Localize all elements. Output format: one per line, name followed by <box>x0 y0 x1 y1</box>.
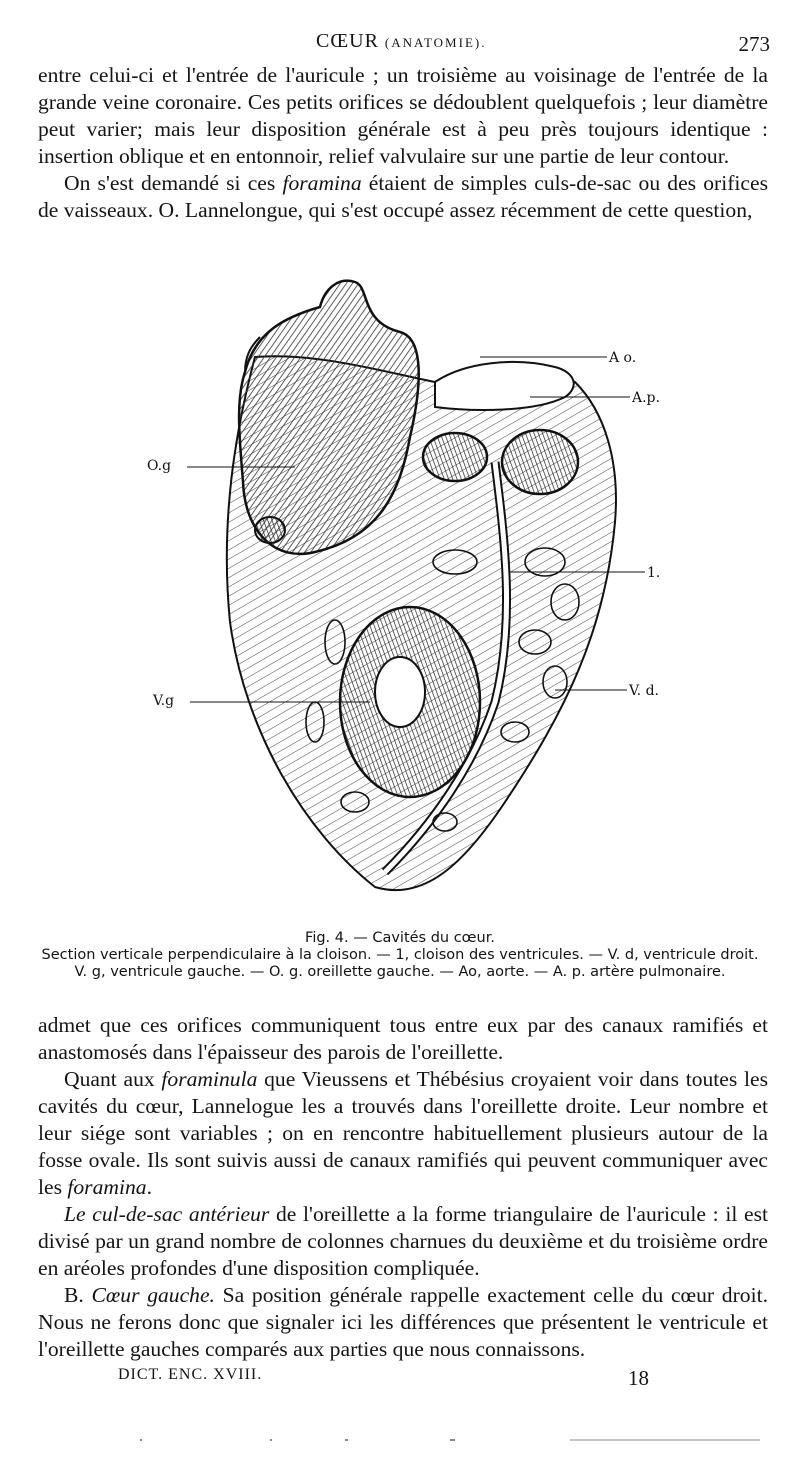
label-1: 1. <box>647 565 661 581</box>
running-title <box>316 30 486 53</box>
paragraph-4-emphasis-2: foramina <box>67 1175 147 1199</box>
print-specks <box>140 1438 760 1442</box>
running-header <box>0 30 800 56</box>
paragraph-2-text-a: On s'est demandé si ces <box>64 171 283 195</box>
footer-volume: DICT. ENC. XVIII. <box>118 1366 263 1383</box>
label-vg: V.g <box>153 693 175 709</box>
paragraph-6 <box>38 1282 768 1363</box>
heart-figure <box>135 262 695 912</box>
caption-line-3: V. g, ventricule gauche. — O. g. oreillette gauche. — Ao, aorte. — A. p. artère pulmonaire. <box>74 964 726 980</box>
pulmonary-valve <box>502 430 578 494</box>
paragraph-5-text: de l'oreillette a la forme triangulaire de l'auricule : il est divisé par un grand nombre de colonnes charnues du deuxième et du troisième ordre en aréoles profondes d'une disposition compliquée. <box>38 1202 768 1280</box>
paragraph-2-emphasis: foramina <box>282 171 362 195</box>
paragraph-4-emphasis: foraminula <box>161 1067 258 1091</box>
paragraph-6-emphasis: Cœur gauche. <box>91 1283 215 1307</box>
paragraph-5-emphasis: Le cul-de-sac antérieur <box>64 1202 270 1226</box>
paragraph-4-text-b: que Vieussens et Thébésius croyaient voir dans toutes les cavités du cœur, Lannelogue les a trouvés dans l'oreillette droite. Leur nombre et leur siége sont variables ; on en rencontre habituellement plusieurs autour de la fosse ovale. Ils sont suivis aussi de canaux ramifiés qui peuvent communiquer avec les <box>38 1067 768 1199</box>
running-title-main: CŒUR <box>316 30 379 52</box>
paragraph-4-text-a: Quant aux <box>64 1067 162 1091</box>
label-ao: A o. <box>609 350 637 366</box>
page-footer <box>0 1366 800 1392</box>
heart-illustration <box>135 262 695 912</box>
paragraph-6-text-a: B. <box>64 1283 92 1307</box>
running-title-sub: (ANATOMIE). <box>384 35 487 50</box>
label-og: O.g <box>147 458 172 474</box>
caption-title: Fig. 4. — Cavités du cœur. <box>305 930 495 946</box>
paragraph-2-text-b: étaient de simples culs-de-sac ou des orifices de vaisseaux. O. Lannelongue, qui s'est occupé assez récemment de cette question, <box>38 171 768 222</box>
paragraph-4 <box>38 1066 768 1201</box>
label-vd: V. d. <box>629 683 659 699</box>
page-number: 273 <box>738 32 770 56</box>
paragraph-4-text-c: . <box>146 1175 152 1199</box>
paragraph-3: admet que ces orifices communiquent tous entre eux par des canaux ramifiés et anastomosés dans l'épaisseur des parois de l'oreillette. <box>38 1013 768 1064</box>
aorta <box>435 362 574 410</box>
figure-caption <box>30 930 770 981</box>
paragraph-5 <box>38 1201 768 1282</box>
text-bottom <box>38 1012 768 1363</box>
label-ap: A.p. <box>632 390 660 406</box>
text-top <box>38 62 768 224</box>
aortic-valve <box>423 433 487 481</box>
footer-signature: 18 <box>628 1366 649 1390</box>
paragraph-2 <box>38 170 768 224</box>
caption-line-2: Section verticale perpendiculaire à la cloison. — 1, cloison des ventricules. — V. d, ventricule droit. <box>41 947 759 963</box>
paragraph-6-text-b: Sa position générale rappelle exactement celle du cœur droit. Nous ne ferons donc que signaler ici les différences que présentent le ventricule et l'oreillette gauches comparés aux parties que nous connaissons. <box>38 1283 768 1361</box>
paragraph-1: entre celui-ci et l'entrée de l'auricule ; un troisième au voisinage de l'entrée de la grande veine coronaire. Ces petits orifices se dédoublent quelquefois ; leur diamètre peut varier; mais leur disposition générale est à peu près toujours identique : insertion oblique et en entonnoir, relief valvulaire sur une partie de leur contour. <box>38 63 768 168</box>
